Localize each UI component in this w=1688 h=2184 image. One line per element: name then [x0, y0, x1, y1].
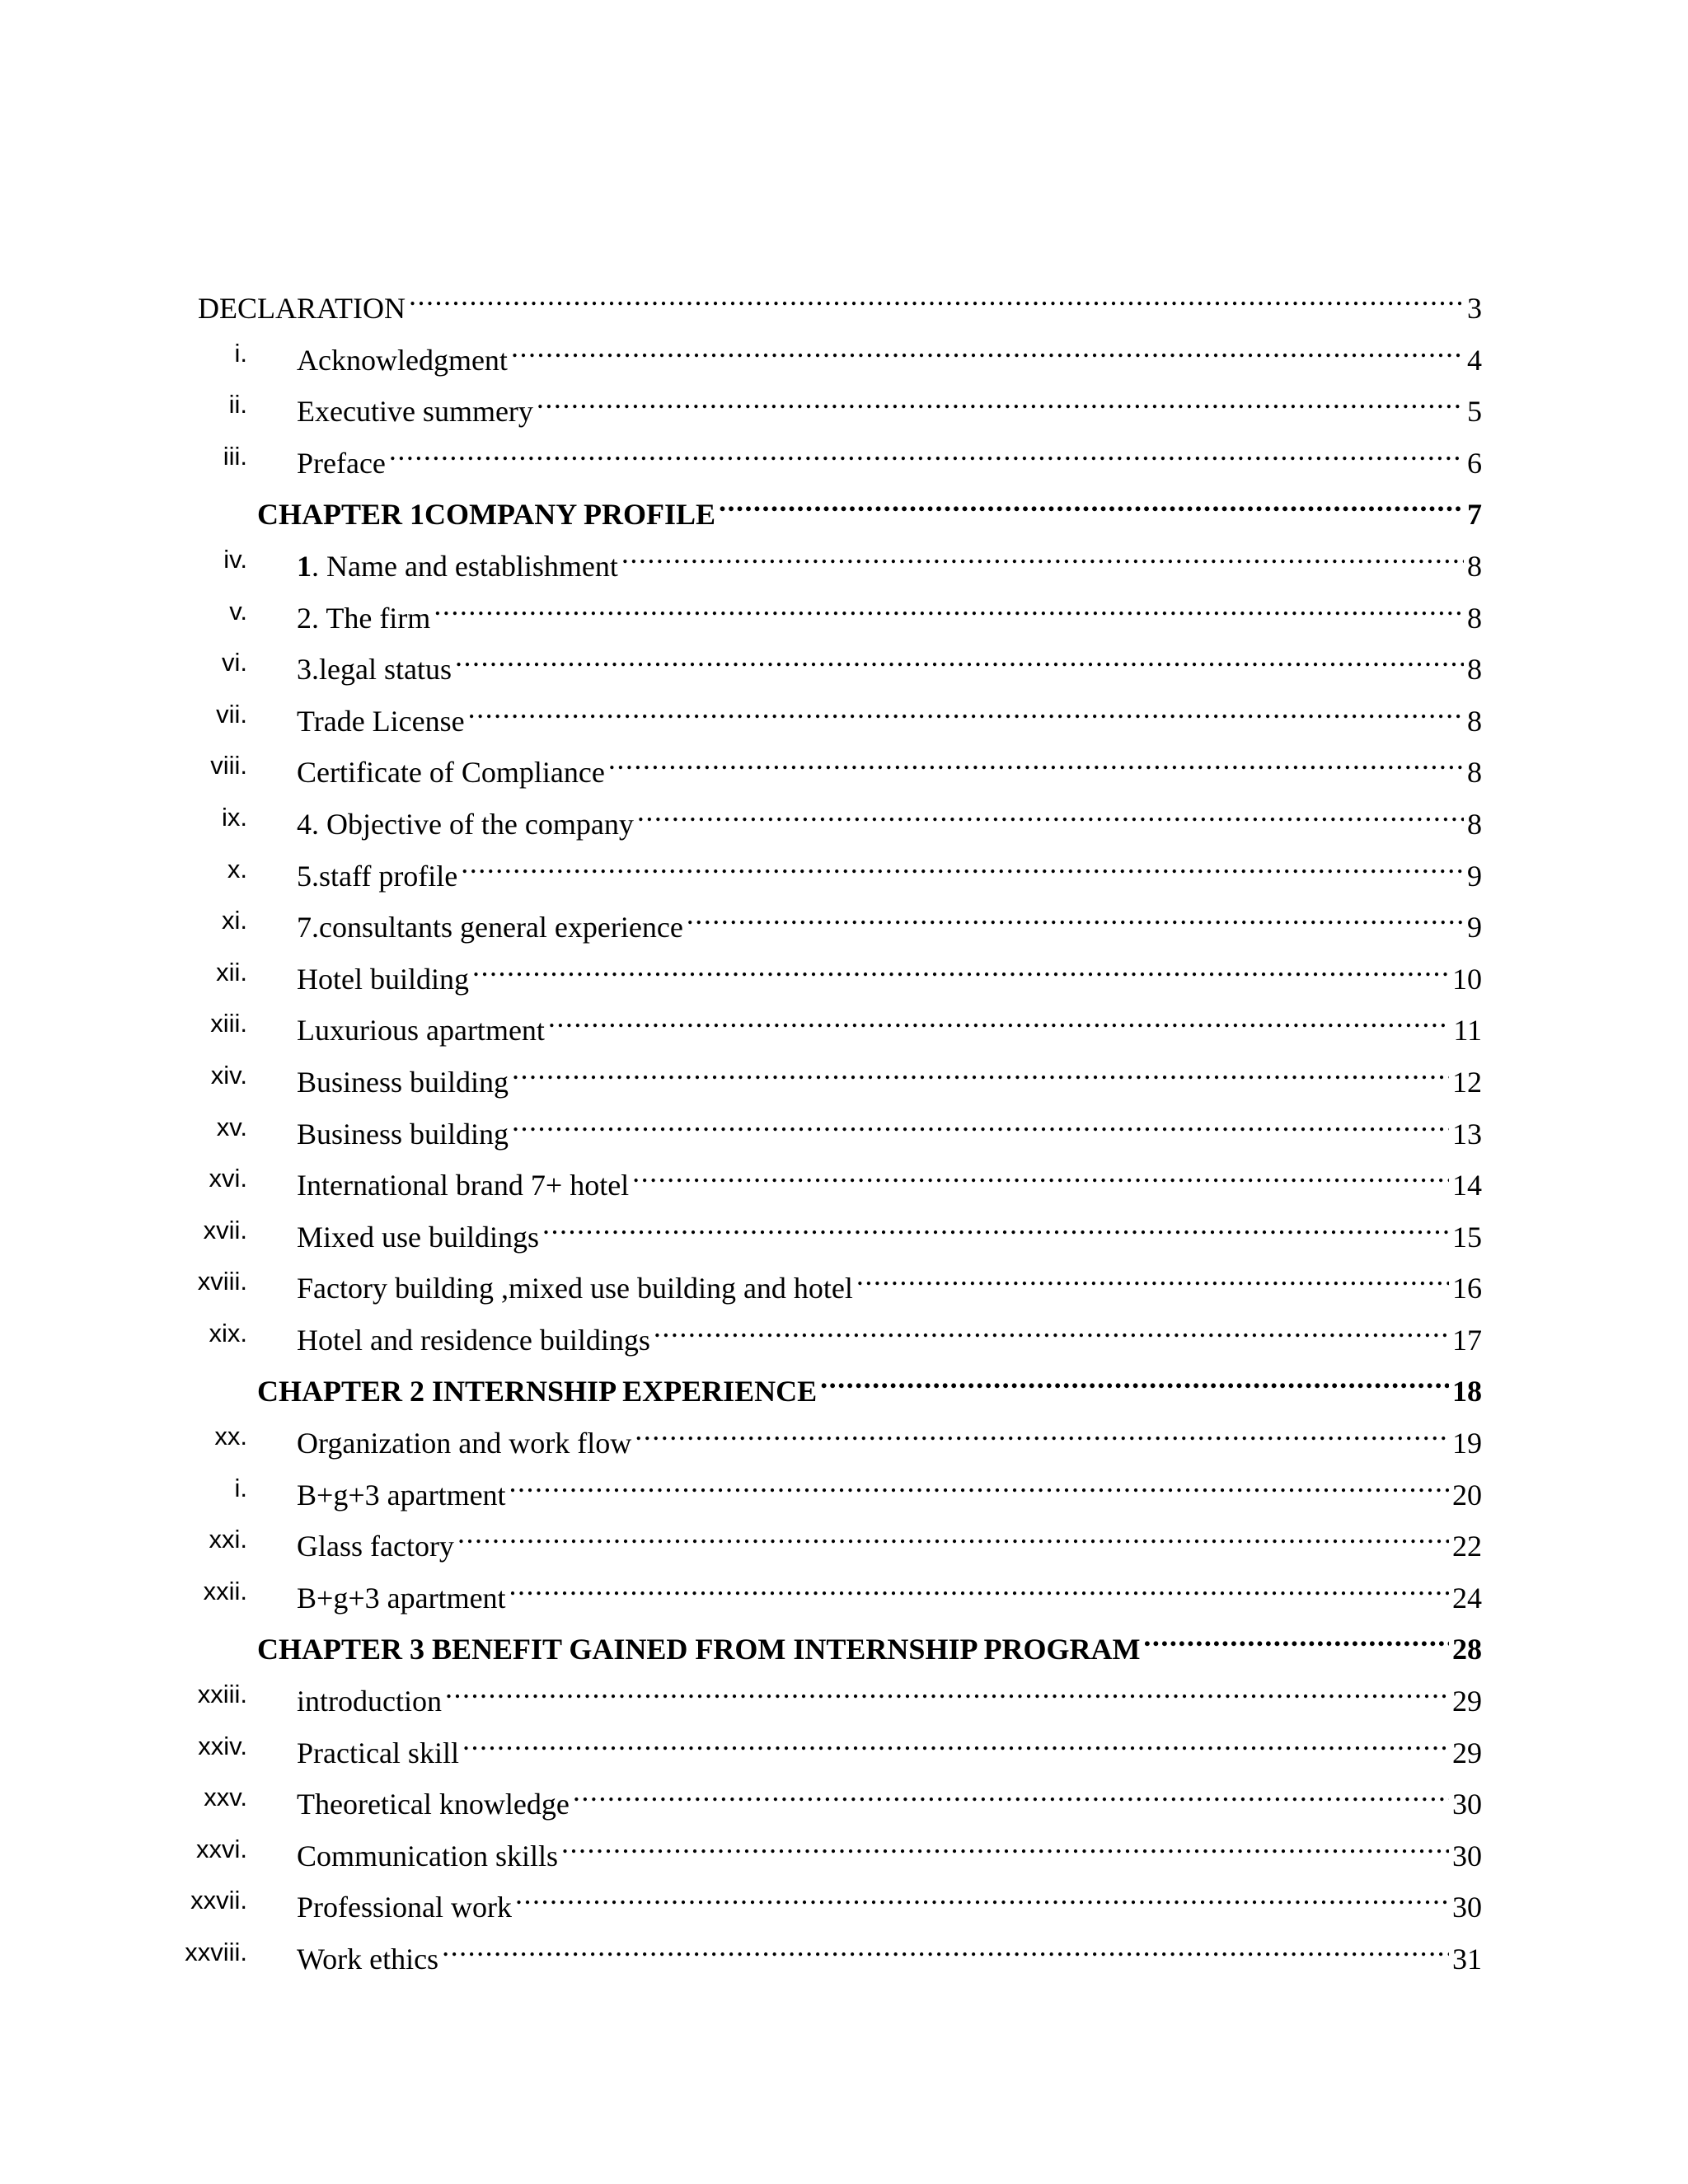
toc-entry-title-text: Business building: [297, 1117, 509, 1151]
toc-entry-title-text: Communication skills: [297, 1839, 559, 1872]
toc-entry-line: [297, 540, 1482, 584]
toc-page-number: 8: [1467, 704, 1482, 738]
toc-page-number: 9: [1467, 911, 1482, 944]
toc-entry-line: [297, 385, 1482, 429]
toc-page-number: 8: [1467, 807, 1482, 841]
toc-entry-title-text: Professional work: [297, 1891, 512, 1924]
toc-entry-line: [297, 1262, 1482, 1306]
toc-entry-title-text: 5.staff profile: [297, 859, 458, 893]
toc-entry-number: xxv.: [204, 1783, 247, 1812]
toc-entry-title: [297, 393, 533, 429]
toc-page-number: 8: [1467, 601, 1482, 635]
dot-leader: [542, 1211, 1449, 1247]
toc-entry-number: xvi.: [209, 1164, 247, 1193]
toc-entry[interactable]: [0, 1568, 1688, 1620]
toc-entry-title-text: Practical skill: [297, 1736, 459, 1769]
toc-entry-title-text: 2. The firm: [297, 601, 431, 635]
toc-entry-title: [297, 1064, 509, 1100]
toc-entry-title: [297, 1322, 650, 1358]
dot-leader: [512, 1108, 1449, 1144]
toc-entry-title-text: Theoretical knowledge: [297, 1788, 570, 1821]
toc-entry-title: [297, 703, 465, 739]
toc-entry-number: xxiv.: [198, 1731, 247, 1760]
toc-entry[interactable]: [0, 794, 1688, 846]
toc-entry-title: [297, 1889, 512, 1925]
toc-entry-number: v.: [229, 596, 247, 626]
toc-entry-title-text: DECLARATION: [198, 292, 406, 325]
toc-entry-line: [297, 1675, 1482, 1719]
toc-entry-line: [297, 695, 1482, 739]
toc-entry-title-bold: 1: [297, 549, 312, 583]
toc-entry-number: xix.: [209, 1318, 247, 1347]
toc-entry[interactable]: [0, 1207, 1688, 1259]
toc-page-number: 4: [1467, 343, 1482, 377]
toc-entry-title-text: B+g+3 apartment: [297, 1581, 506, 1615]
toc-entry[interactable]: [0, 1258, 1688, 1310]
toc-entry-title-text: Acknowledgment: [297, 343, 508, 377]
toc-entry-number: xxi.: [209, 1525, 247, 1554]
dot-leader: [442, 1933, 1449, 1969]
dot-leader: [687, 901, 1464, 937]
toc-entry-line: [297, 1520, 1482, 1564]
toc-entry-title: [257, 496, 715, 532]
toc-entry-title-text: Preface: [297, 446, 386, 480]
toc-entry-line: [297, 1572, 1482, 1616]
toc-entry-title: [297, 806, 634, 842]
toc-entry-title-text: Executive summery: [297, 395, 533, 429]
toc-entry-title: [297, 445, 386, 481]
toc-entry-title-text: 3.legal status: [297, 653, 452, 687]
dot-leader: [856, 1262, 1449, 1298]
toc-entry-line: [297, 592, 1482, 636]
toc-entry-line: [297, 746, 1482, 790]
dot-leader: [1143, 1623, 1449, 1659]
toc-entry-line: [297, 953, 1482, 997]
toc-entry-line: [297, 850, 1482, 894]
toc-page-number: 31: [1452, 1943, 1482, 1975]
toc-entry-title-text: CHAPTER 1COMPANY PROFILE: [257, 498, 715, 532]
dot-leader: [409, 282, 1464, 318]
toc-entry-title: [297, 1012, 545, 1048]
dot-leader: [537, 385, 1464, 421]
toc-entry-title: [198, 290, 406, 326]
toc-entry-line: [297, 1727, 1482, 1771]
dot-leader: [573, 1778, 1449, 1814]
table-of-contents: [0, 279, 1688, 1981]
toc-entry[interactable]: [0, 1671, 1688, 1723]
toc-entry-number: iii.: [223, 441, 247, 471]
toc-entry-number: xvii.: [203, 1215, 247, 1244]
toc-entry-number: vi.: [222, 648, 247, 677]
toc-entry[interactable]: [0, 537, 1688, 588]
toc-entry-line: [297, 1933, 1482, 1977]
toc-page-number: 3: [1467, 292, 1482, 325]
toc-page-number: 8: [1467, 549, 1482, 583]
toc-entry[interactable]: [0, 330, 1688, 382]
toc-entry-number: xxviii.: [185, 1938, 247, 1966]
toc-entry[interactable]: [0, 434, 1688, 485]
dot-leader: [468, 695, 1464, 731]
dot-leader: [509, 1469, 1449, 1505]
toc-page-number: 5: [1467, 395, 1482, 429]
toc-entry-title: [297, 548, 618, 584]
toc-entry-number: xviii.: [197, 1267, 247, 1296]
dot-leader: [632, 1159, 1449, 1195]
toc-entry[interactable]: [0, 279, 1688, 330]
dot-leader: [512, 1056, 1449, 1092]
toc-entry-number: xiv.: [210, 1060, 247, 1090]
toc-entry[interactable]: [0, 1155, 1688, 1207]
toc-entry[interactable]: [0, 1001, 1688, 1052]
toc-entry-title-text: CHAPTER 2 INTERNSHIP EXPERIENCE: [257, 1375, 818, 1408]
toc-page-number: 30: [1452, 1891, 1482, 1924]
toc-entry[interactable]: [0, 1413, 1688, 1465]
toc-entry[interactable]: [0, 1104, 1688, 1156]
toc-entry-title: [297, 1477, 506, 1513]
toc-page-number: 13: [1452, 1117, 1482, 1151]
toc-entry-title-text: Glass factory: [297, 1530, 454, 1563]
toc-entry-title: [297, 858, 457, 894]
toc-entry-title-text: Business building: [297, 1065, 509, 1099]
toc-entry-title: [297, 1683, 442, 1719]
toc-entry-title-text: introduction: [297, 1685, 442, 1718]
toc-entry-number: x.: [227, 854, 247, 883]
toc-entry-line: [297, 643, 1482, 687]
toc-entry-title: [297, 754, 605, 790]
toc-entry-number: xii.: [216, 957, 247, 987]
toc-entry-number: xxvi.: [196, 1834, 247, 1863]
toc-entry-title-text: 7.consultants general experience: [297, 911, 683, 944]
toc-entry-number: xv.: [216, 1112, 247, 1141]
toc-entry-number: xiii.: [210, 1009, 247, 1038]
toc-entry-title: [297, 1580, 506, 1616]
toc-entry-line: [297, 437, 1482, 481]
toc-entry-title: [257, 1373, 817, 1409]
toc-entry-title-text: Luxurious apartment: [297, 1014, 545, 1047]
toc-entry[interactable]: [0, 898, 1688, 949]
toc-entry-title-text: Hotel building: [297, 962, 469, 996]
toc-chapter-heading[interactable]: [0, 1619, 1688, 1671]
toc-entry[interactable]: [0, 588, 1688, 640]
toc-entry-line: [297, 1314, 1482, 1358]
dot-leader: [561, 1830, 1449, 1866]
toc-entry-line: [257, 1623, 1482, 1667]
toc-entry-title: [297, 1167, 629, 1203]
toc-entry-number: vii.: [216, 699, 247, 729]
toc-entry-title-text: B+g+3 apartment: [297, 1478, 506, 1511]
toc-entry-number: ii.: [228, 390, 247, 419]
toc-entry[interactable]: [0, 382, 1688, 434]
toc-entry-number: xx.: [214, 1422, 247, 1451]
toc-entry-line: [297, 901, 1482, 945]
dot-leader: [548, 1004, 1450, 1040]
toc-page-number: 28: [1452, 1633, 1482, 1666]
toc-entry-title: [297, 651, 452, 687]
toc-entry[interactable]: [0, 1929, 1688, 1981]
dot-leader: [445, 1675, 1449, 1711]
dot-leader: [820, 1365, 1449, 1401]
toc-entry-title-text: International brand 7+ hotel: [297, 1169, 630, 1202]
dot-leader: [654, 1314, 1449, 1350]
toc-entry-number: iv.: [223, 544, 247, 574]
toc-entry-title: [297, 961, 469, 997]
toc-entry[interactable]: [0, 1774, 1688, 1826]
toc-entry-title: [297, 1941, 438, 1977]
dot-leader: [389, 437, 1464, 473]
toc-entry-title: [297, 1270, 853, 1306]
toc-entry-title: [297, 1116, 509, 1152]
toc-entry-title: [297, 909, 683, 945]
toc-entry-title: [297, 1528, 454, 1564]
dot-leader: [515, 1881, 1449, 1917]
dot-leader: [462, 1727, 1449, 1763]
toc-entry-line: [297, 1417, 1482, 1461]
dot-leader: [434, 592, 1464, 628]
dot-leader: [608, 746, 1464, 782]
toc-entry-line: [297, 1159, 1482, 1203]
toc-entry-title: [297, 1425, 631, 1461]
toc-page-number: 16: [1452, 1272, 1482, 1305]
dot-leader: [457, 1520, 1449, 1556]
dot-leader: [637, 798, 1464, 834]
dot-leader: [472, 953, 1449, 989]
toc-entry-number: xxvii.: [190, 1886, 247, 1915]
toc-page-number: 29: [1452, 1685, 1482, 1718]
toc-page-number: 12: [1452, 1065, 1482, 1099]
toc-entry-title-text: Hotel and residence buildings: [297, 1323, 650, 1357]
toc-entry[interactable]: [0, 1465, 1688, 1517]
toc-page-number: 20: [1452, 1478, 1482, 1511]
toc-entry-line: [297, 1056, 1482, 1100]
toc-entry-line: [297, 1211, 1482, 1255]
toc-entry-line: [297, 334, 1482, 378]
toc-page-number: 30: [1452, 1788, 1482, 1821]
toc-entry-number: xi.: [222, 906, 247, 935]
toc-entry[interactable]: [0, 1826, 1688, 1878]
toc-page-number: 17: [1452, 1323, 1482, 1357]
toc-page-number: 19: [1452, 1427, 1482, 1460]
toc-entry-title-text: CHAPTER 3 BENEFIT GAINED FROM INTERNSHIP PROGRAM: [257, 1633, 1141, 1666]
toc-entry-title: [297, 1219, 539, 1255]
toc-page-number: 15: [1452, 1220, 1482, 1254]
toc-entry-title-text: 4. Objective of the company: [297, 807, 634, 841]
toc-page-number: 22: [1452, 1530, 1482, 1563]
toc-chapter-heading[interactable]: [0, 485, 1688, 537]
toc-entry-line: [257, 1365, 1482, 1409]
toc-entry-title: [257, 1631, 1140, 1667]
toc-entry-line: [257, 488, 1482, 532]
toc-entry-title: [297, 342, 508, 378]
toc-page-number: 8: [1467, 756, 1482, 790]
toc-entry-line: [297, 1004, 1482, 1048]
toc-entry-title-text: Mixed use buildings: [297, 1220, 539, 1254]
toc-entry-title-text: . Name and establishment: [312, 549, 618, 583]
toc-entry-line: [297, 1881, 1482, 1925]
toc-entry-title-text: Factory building ,mixed use building and hotel: [297, 1272, 853, 1305]
toc-entry-line: [297, 1778, 1482, 1822]
toc-chapter-heading[interactable]: [0, 1361, 1688, 1413]
toc-page-number: 18: [1452, 1375, 1482, 1408]
toc-page-number: 7: [1467, 498, 1482, 532]
toc-entry-title: [297, 600, 430, 636]
toc-page-number: 9: [1467, 859, 1482, 893]
dot-leader: [461, 850, 1464, 886]
toc-entry[interactable]: [0, 1723, 1688, 1775]
toc-page-number: 11: [1453, 1014, 1482, 1047]
toc-page-number: 14: [1452, 1169, 1482, 1202]
toc-entry[interactable]: [0, 743, 1688, 794]
dot-leader: [509, 1572, 1449, 1608]
toc-entry-number: xxiii.: [197, 1680, 247, 1709]
dot-leader: [511, 334, 1464, 370]
dot-leader: [621, 540, 1464, 576]
toc-entry-title-text: Trade License: [297, 704, 465, 738]
dot-leader: [719, 488, 1464, 524]
toc-page-number: 24: [1452, 1581, 1482, 1615]
toc-entry[interactable]: [0, 1877, 1688, 1929]
toc-entry[interactable]: [0, 691, 1688, 743]
toc-entry-title-text: Work ethics: [297, 1943, 439, 1975]
toc-entry-title-text: Organization and work flow: [297, 1427, 632, 1460]
toc-page-number: 8: [1467, 653, 1482, 687]
toc-entry-line: [297, 1108, 1482, 1152]
toc-entry-line: [297, 1830, 1482, 1874]
toc-entry-title: [297, 1786, 570, 1822]
toc-entry-title: [297, 1838, 558, 1874]
toc-entry-number: i.: [234, 1473, 247, 1502]
toc-entry-title-text: Certificate of Compliance: [297, 756, 605, 790]
toc-entry[interactable]: [0, 846, 1688, 898]
dot-leader: [635, 1417, 1449, 1453]
toc-entry[interactable]: [0, 640, 1688, 691]
toc-page-number: 30: [1452, 1839, 1482, 1872]
toc-entry[interactable]: [0, 1516, 1688, 1568]
toc-entry[interactable]: [0, 949, 1688, 1001]
toc-entry-line: [198, 282, 1482, 326]
toc-entry[interactable]: [0, 1310, 1688, 1362]
toc-entry-line: [297, 1469, 1482, 1513]
toc-page-number: 10: [1452, 962, 1482, 996]
toc-entry-number: xxii.: [203, 1576, 247, 1605]
toc-page-number: 6: [1467, 446, 1482, 480]
toc-page-number: 29: [1452, 1736, 1482, 1769]
toc-entry-line: [297, 798, 1482, 842]
toc-entry-number: ix.: [222, 802, 247, 832]
toc-entry[interactable]: [0, 1052, 1688, 1104]
toc-entry-number: viii.: [210, 751, 247, 780]
dot-leader: [455, 643, 1464, 679]
toc-entry-number: i.: [234, 338, 247, 368]
toc-entry-title: [297, 1735, 459, 1771]
